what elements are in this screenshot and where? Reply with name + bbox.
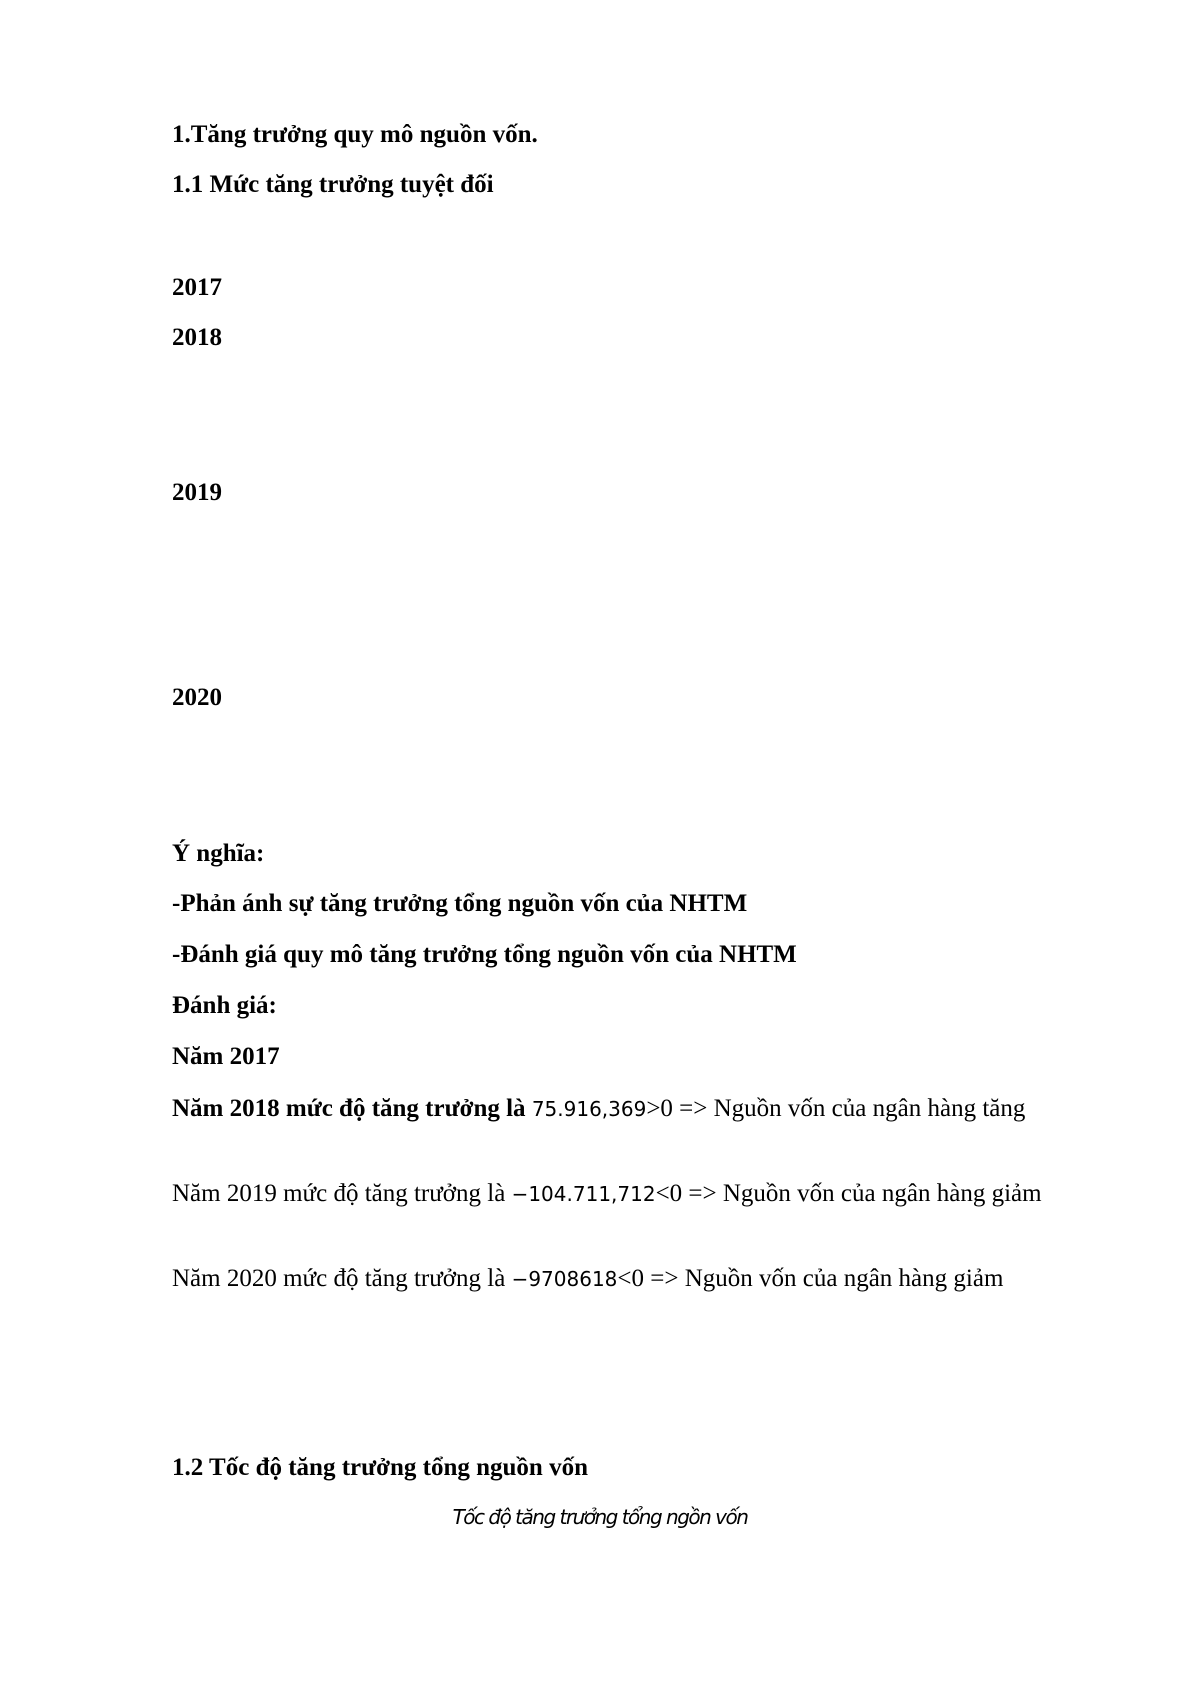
year-label-2017: 2017 bbox=[172, 274, 222, 301]
meaning-item: -Đánh giá quy mô tăng trưởng tổng nguồn vốn của NHTM bbox=[172, 941, 797, 968]
evaluation-2020-paragraph bbox=[172, 1261, 1092, 1297]
evaluation-2019-conclusion: <0 => Nguồn vốn của ngân hàng giảm bbox=[655, 1180, 1042, 1207]
evaluation-2019-paragraph bbox=[172, 1176, 1092, 1212]
figure-caption: Tốc độ tăng trưởng tổng ngồn vốn bbox=[452, 1505, 748, 1529]
evaluation-2019-value: −104.711,712 bbox=[511, 1182, 656, 1206]
evaluation-2020-conclusion: <0 => Nguồn vốn của ngân hàng giảm bbox=[617, 1265, 1004, 1292]
meaning-item: -Phản ánh sự tăng trưởng tổng nguồn vốn của NHTM bbox=[172, 890, 748, 917]
heading-section-1-2: 1.2 Tốc độ tăng trưởng tổng nguồn vốn bbox=[172, 1454, 588, 1481]
year-label-2019: 2019 bbox=[172, 479, 222, 506]
evaluation-2020-value: −9708618 bbox=[511, 1267, 618, 1291]
evaluation-2018-paragraph bbox=[172, 1091, 1092, 1127]
evaluation-2020-lead: Năm 2020 mức độ tăng trưởng là bbox=[172, 1265, 506, 1292]
evaluation-2018-lead: Năm 2018 mức độ tăng trưởng là bbox=[172, 1095, 526, 1122]
evaluation-title: Đánh giá: bbox=[172, 992, 277, 1019]
heading-section-1: 1.Tăng trưởng quy mô nguồn vốn. bbox=[172, 121, 538, 148]
heading-section-1-1: 1.1 Mức tăng trưởng tuyệt đối bbox=[172, 171, 494, 198]
evaluation-2018-conclusion: >0 => Nguồn vốn của ngân hàng tăng bbox=[646, 1095, 1026, 1122]
meaning-title: Ý nghĩa: bbox=[172, 840, 265, 867]
year-label-2020: 2020 bbox=[172, 684, 222, 711]
year-label-2018: 2018 bbox=[172, 324, 222, 351]
evaluation-2018-value: 75.916,369 bbox=[531, 1097, 647, 1121]
evaluation-year-2017: Năm 2017 bbox=[172, 1043, 280, 1070]
evaluation-2019-lead: Năm 2019 mức độ tăng trưởng là bbox=[172, 1180, 506, 1207]
